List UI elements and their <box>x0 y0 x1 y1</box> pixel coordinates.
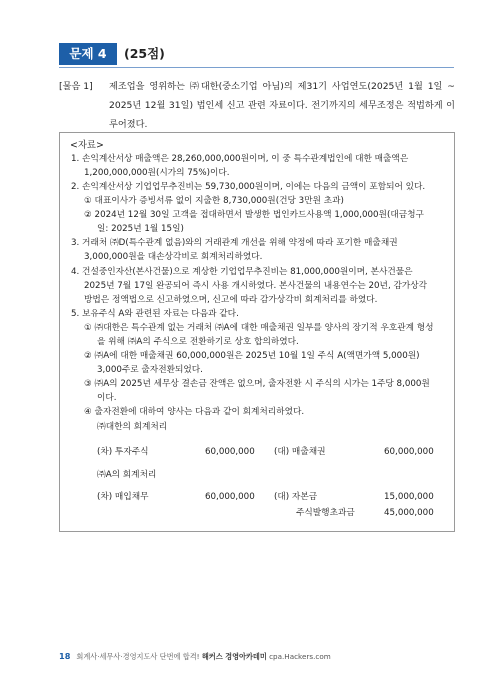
footer-brand: 해커스 경영아카데미 <box>201 652 267 661</box>
item-5-sub-2: ② ㈜A에 대한 매출채권 60,000,000원은 2025년 10월 1일 주식 A(액면가액 5,000원) <box>84 351 420 361</box>
item-3-line-2: 3,000,000원을 대손상각비로 회계처리하였다. <box>84 252 263 262</box>
item-4-line-3: 방법은 정액법으로 신고하였으며, 신고에 따라 감가상각비 회계처리를 하였다. <box>84 295 378 305</box>
a-credit-account-1: (대) 자본금 <box>274 492 318 502</box>
footer-site: cpa.Hackers.com <box>266 652 331 661</box>
daehan-debit-account: (차) 투자주식 <box>97 447 149 457</box>
a-entry-title: ㈜A의 회계처리 <box>97 470 157 480</box>
item-2-line-1: 2. 손익계산서상 기업업무추진비는 59,730,000원이며, 이에는 다음의 금액이 포함되어 있다. <box>71 182 426 192</box>
a-debit-amount: 60,000,000 <box>205 492 255 502</box>
data-box-title: <자료> <box>70 140 104 151</box>
page-number: 18 <box>59 651 71 661</box>
daehan-credit-amount: 60,000,000 <box>384 447 434 457</box>
daehan-credit-account: (대) 매출채권 <box>274 447 326 457</box>
footer-tagline: 회계사·세무사·경영지도사 단번에 합격! <box>76 652 202 661</box>
item-5-sub-2-cont: 3,000주로 출자전환되었다. <box>97 365 203 375</box>
item-3-line-1: 3. 거래처 ㈜D(특수관계 없음)와의 거래관계 개선을 위해 약정에 따라 포기한 매출채권 <box>71 238 398 248</box>
item-2-sub-1: ① 대표이사가 증빙서류 없이 지출한 8,730,000원(건당 3만원 초과) <box>84 196 344 206</box>
item-1-line-1: 1. 손익계산서상 매출액은 28,260,000,000원이며, 이 중 특수관계법인에 대한 매출액은 <box>71 154 409 164</box>
item-5-sub-3: ③ ㈜A의 2025년 세무상 결손금 잔액은 없으며, 출자전환 시 주식의 시가는 1주당 8,000원 <box>84 379 430 389</box>
a-debit-account: (차) 매입채무 <box>97 492 149 502</box>
item-2-sub-2: ② 2024년 12월 30일 고객을 접대하면서 발생한 법인카드사용액 1,000,000원(대금청구 <box>84 210 424 220</box>
points-label: (25점) <box>124 46 165 61</box>
a-credit-account-2: 주식발행초과금 <box>296 508 355 518</box>
item-5-sub-4: ④ 출자전환에 대하여 양사는 다음과 같이 회계처리하였다. <box>84 407 305 417</box>
page-footer <box>59 651 331 662</box>
item-5-sub-1: ① ㈜대한은 특수관계 없는 거래처 ㈜A에 대한 매출채권 일부를 양사의 장기적 우호관계 형성 <box>84 323 434 333</box>
item-5-sub-1-cont: 을 위해 ㈜A의 주식으로 전환하기로 상호 합의하였다. <box>97 337 299 347</box>
item-5-sub-3-cont: 이다. <box>97 393 117 403</box>
item-2-sub-2-cont: 일: 2025년 1월 15일) <box>97 224 184 234</box>
item-1-line-2: 1,200,000,000원(시가의 75%)이다. <box>84 168 230 178</box>
item-4-line-1: 4. 건설중인자산(본사건물)으로 계상한 기업업무추진비는 81,000,000원이며, 본사건물은 <box>71 267 413 277</box>
a-credit-amount-1: 15,000,000 <box>384 492 434 502</box>
item-4-line-2: 2025년 7월 17일 완공되어 즉시 사용 개시하였다. 본사건물의 내용연수는 20년, 감가상각 <box>84 281 428 291</box>
question-label: [물음 1] <box>59 81 93 92</box>
header-rule <box>59 67 454 68</box>
item-5-line-1: 5. 보유주식 A와 관련된 자료는 다음과 같다. <box>71 309 239 319</box>
a-credit-amount-2: 45,000,000 <box>384 508 434 518</box>
problem-number-badge: 문제 4 <box>59 43 117 65</box>
daehan-entry-title: ㈜대한의 회계처리 <box>97 422 168 432</box>
question-text: 제조업을 영위하는 ㈜대한(중소기업 아님)의 제31기 사업연도(2025년 1월 1일 ~ 2025년 12월 31일) 법인세 신고 관련 자료이다. 전기까지의 세무조정은 적법하게 이루어졌다. <box>109 81 455 130</box>
daehan-debit-amount: 60,000,000 <box>205 447 255 457</box>
